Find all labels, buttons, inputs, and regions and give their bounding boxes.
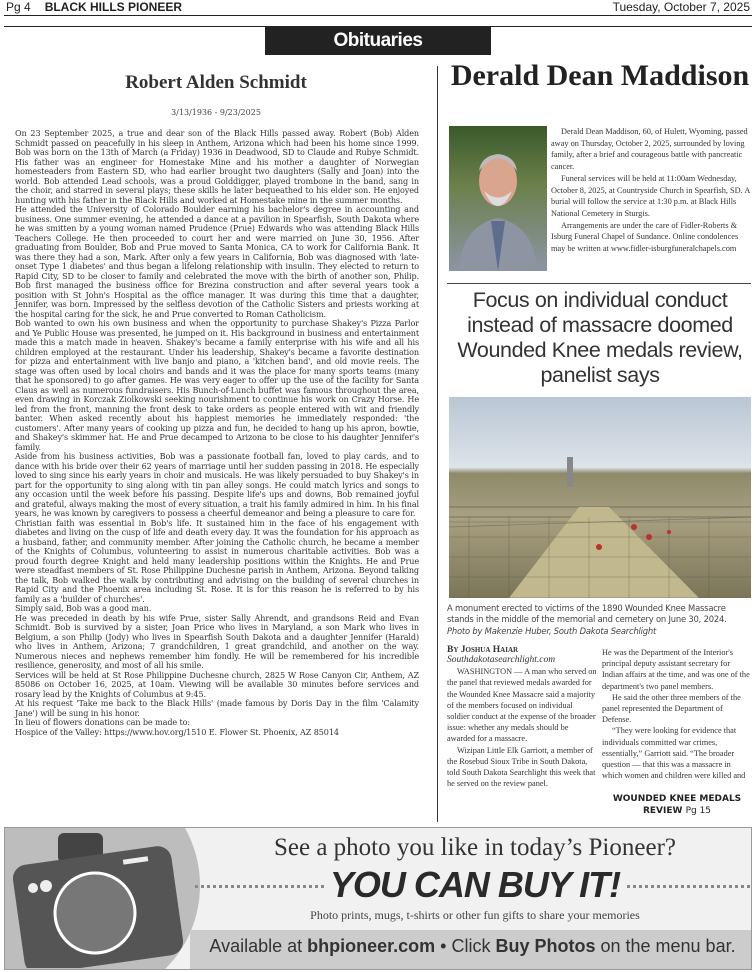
issue-date: Tuesday, October 7, 2025 xyxy=(612,0,750,14)
paragraph: He was preceded in death by his wife Prue, sister Sally Ahrendt, and grandsons Reid and Evan Schmidt. Bob is survived by a sister, Joan Price who lives in Maryland, a son Mark who lives in Belgium, a son Philip (Jody) who lives in Spearfish South Dakota and a daughter Jennifer (Harald) who lives in Anthem, Arizona; 7 grandchildren, 1 great grandchild, and another on the way. Numerous nieces and nephews remember him fondly. He will be remembered for his incredible resilience, generosity, and most of all his smile. xyxy=(15,612,419,670)
ad-subtext: Photo prints, mugs, t-shirts or other fun gifts to share your memories xyxy=(310,908,640,922)
obituary-name: Derald Dean Maddison xyxy=(450,59,750,92)
photo-caption xyxy=(447,603,753,637)
paragraph: Arrangements are under the care of Fidler-Roberts & Isburg Funeral Chapel of Sundance. Online condolences may be written at www.fidler-isburgfuneralchapels.com xyxy=(551,220,739,254)
jump-page: Pg 15 xyxy=(685,806,712,817)
article-source: Southdakotasearchlight.com xyxy=(447,655,556,665)
paragraph: In lieu of flowers donations can be made to: xyxy=(15,717,190,727)
portrait-photo xyxy=(449,126,547,271)
buy-photos-link[interactable]: Buy Photos xyxy=(495,936,596,956)
cta-text: Available at xyxy=(209,936,308,956)
cta-text: on the menu bar. xyxy=(595,936,736,956)
paragraph: Aside from his business activities, Bob was a passionate football fan, loved to play cards, and to dance with his bride over their 62 years of marriage until her sudden passing in 2018. He especially loved to sing since his early years in choir and musicals. He was likely persuaded to buy Shakey's in part for the opportunity to sing along with tin pan alley songs. He could match lyrics and songs to any occasion until the week before his passing. Despite life's ups and downs, Bob remained joyful and grateful, always making the most of every situation, a trait his family admired in him. In his final years, he was known by caregivers to possess a cheerful demeanor and being a pleasure to care for. xyxy=(15,451,419,518)
photo-credit: Photo by Makenzie Huber, South Dakota Searchlight xyxy=(447,625,657,636)
paragraph: He was the Department of the Interior's principal deputy assistant secretary for Indian affairs at the time, and was one of the department's two panel members. xyxy=(602,648,750,691)
article-photo xyxy=(449,397,751,598)
camera-icon xyxy=(13,833,183,968)
header-rule xyxy=(4,15,752,16)
section-title: Obituaries xyxy=(265,27,491,55)
page-label: Pg 4 xyxy=(6,0,31,14)
article-column-1 xyxy=(447,645,597,789)
site-link[interactable]: bhpioneer.com xyxy=(307,936,436,956)
article-rule xyxy=(447,283,751,284)
ad-headline: See a photo you like in today’s Pioneer? xyxy=(273,834,676,861)
byline: By Joshua Haiar xyxy=(447,645,519,655)
paper-name: BLACK HILLS PIONEER xyxy=(44,0,183,14)
jump-label: WOUNDED KNEE MEDALS REVIEW xyxy=(612,794,742,817)
paragraph: “They were looking for evidence that individuals committed war crimes, essentially,” Garriott said. “The broader question — that this was a massacre in which women and children were killed and xyxy=(602,726,746,781)
obituary-dates: 3/13/1936 - 9/23/2025 xyxy=(171,108,261,117)
paragraph: Funeral services will be held at 11:00am Wednesday, October 8, 2025, at Countryside Church in Spearfish, SD. A burial will follow the service at 1:30 p.m. at Black Hills National Cemetery in Sturgis. xyxy=(551,173,750,218)
page-number xyxy=(6,0,182,14)
article-headline: Focus on individual conduct instead of massacre doomed Wounded Knee medals review, panelist says xyxy=(457,288,743,387)
paragraph: Bob wanted to own his own business and when the opportunity to purchase Shakey's Pizza Parlor and Ye Public House was presented, he jumped on it. His background in business and entertainment made this a match made in heaven. Shakey's became a family enterprise with his wife and all his children employed at the restaurant. Under his leadership, Shakey's became a favorite destination for pizza and entertainment with live banjo and piano, a 'kitchen band', and old movie reels. The stage was often used by local choirs and bands and it was the place for many sports teams (many that he sponsored) to go after games. He was very eager to offer up the use of the facility for Santa Claus as well as numerous fundraisers. His Bunch-of-Lunch buffet was famous throughout the area, even drawing in Korczak Ziolkowski seeking nourishment to continue his work on Crazy Horse. He led from the front, manning the front desk to take orders as people entered with wit and friendly banter. When asked recently about his happiest memories he immediately responded: 'the customers'. After many years of cooking up pizza and fun, he decided to hang up his apron, bowtie, and Shakey's skimmer hat. He and Prue decamped to Arizona to be close to his daughter Jennifer's family. xyxy=(15,318,419,452)
obituary-body xyxy=(551,126,751,255)
obituary-body xyxy=(15,129,419,737)
paragraph: WASHINGTON — A man who served on the panel that reviewed medals awarded for the Wounded Knee Massacre said a majority of the members focused on individual soldier conduct at the expense of the broader issue: whether any medals should be awarded for a massacre. xyxy=(447,667,597,744)
article-column-2 xyxy=(602,647,752,817)
ad-tagline xyxy=(200,864,750,906)
paragraph: Christian faith was essential in Bob's life. It sustained him in the face of his engagement with diabetes and living on the cusp of life and death every day. It was the foundation for his approach as a husband, father, and community member. After joining the Catholic church, he became a member of the Knights of Columbus, volunteering to assist in numerous charitable activities. Bob was a proud fourth degree Knight and held many leadership positions within the Knights. He and Prue were steadfast members of St. Rose Philippine Duchesne parish in Anthem, Arizona. Beyond talking the talk, Bob walked the walk by contributing and advising on the building of several churches in Rapid City and the Phoenix area including St. Rose. It is for this reason he is referred to by his family as a 'builder of churches'. xyxy=(15,517,419,604)
paragraph: Hospice of the Valley: https://www.hov.org/1510 E. Flower St. Phoenix, AZ 85014 xyxy=(15,726,339,737)
cta-text: • Click xyxy=(435,936,496,956)
ad-tagline-text: YOU CAN BUY IT! xyxy=(324,864,626,905)
paragraph: Simply said, Bob was a good man. xyxy=(15,603,152,613)
paragraph: Derald Dean Maddison, 60, of Hulett, Wyoming, passed away on Thursday, October 2, 2025, surrounded by loving family, after a brief and courageous battle with pancreatic cancer. xyxy=(551,127,748,172)
paragraph: At his request 'Take me back to the Black Hills' (made famous by Doris Day in the film 'Calamity Jane') will be sung in his honor. xyxy=(15,698,419,718)
ad-cta xyxy=(195,936,750,957)
paragraph: He said the other three members of the panel represented the Department of Defense. xyxy=(602,692,741,725)
paragraph: Wizipan Little Elk Garriott, a member of the Rosebud Sioux Tribe in South Dakota, told South Dakota Searchlight this week that he served on the review panel. xyxy=(447,745,596,789)
buy-photos-ad xyxy=(4,827,752,970)
paragraph: On 23 September 2025, a true and dear son of the Black Hills passed away. Robert (Bob) Alden Schmidt passed on peacefully in his sleep in Anthem, Arizona which had been his home since 1999. Bob was born on the 13th of March (a Friday) 1936 in Deadwood, SD to Claude and Rubye Schmidt. His father was an engineer for Homestake Mine and his mother a daughter of Norwegian homesteaders from Eastern SD, who had earlier brought two daughters (Sally and Joan) into the world. Bob attended Lead schools, was a proud Golddigger, played trombone in the band, sang in the choir, and starred in several plays; these skills he later bequeathed to his elder son. He enjoyed hunting with his father in the Black Hills and worked at Homestake mine in the summer months. xyxy=(15,128,419,205)
column-divider xyxy=(437,66,438,822)
obituary-name: Robert Alden Schmidt xyxy=(125,72,307,93)
paragraph: Services will be held at St Rose Philippine Duchesne church, 2825 W Rose Canyon Cir, Anthem, AZ 85086 on October 16, 2025, at 10am. Viewing will be available 30 minutes before services and rosary lead by the Knights of Columbus at 9:45. xyxy=(15,669,419,699)
paragraph: He attended the University of Colorado Boulder earning his bachelor's degree in accounting and business. One summer evening, he attended a dance at a pavilion in Spearfish, South Dakota where he was smitten by a young woman named Prudence (Prue) Edwards who was attending Black Hills Teachers College. He then proceeded to court her and were married on June 30, 1956. After graduating from Boulder, Bob and Prue moved to Santa Monica, CA to work for California Bank. It was there they had a son, Mark. After only a few years in California, Bob was diagnosed with 'late-onset Type 1 diabetes' and thus began a lifelong relationship with insulin. They elected to return to Rapid City, SD to be closer to family and celebrated the move with the birth of another son, Philip. Bob first managed the business office for Brezina construction and after several years took a position with St John's Hospital as the office manager. It was during this time that a daughter, Jennifer, was born. Impressed by the selfless devotion of the Catholic Sisters and priests working at the hospital caring for the sick, he and Prue converted to Roman Catholicism. xyxy=(15,204,419,319)
continued-jump[interactable] xyxy=(602,793,752,817)
caption-text: A monument erected to victims of the 1890 Wounded Knee Massacre stands in the middle of the memorial and cemetery on June 30, 2024. xyxy=(447,603,727,625)
